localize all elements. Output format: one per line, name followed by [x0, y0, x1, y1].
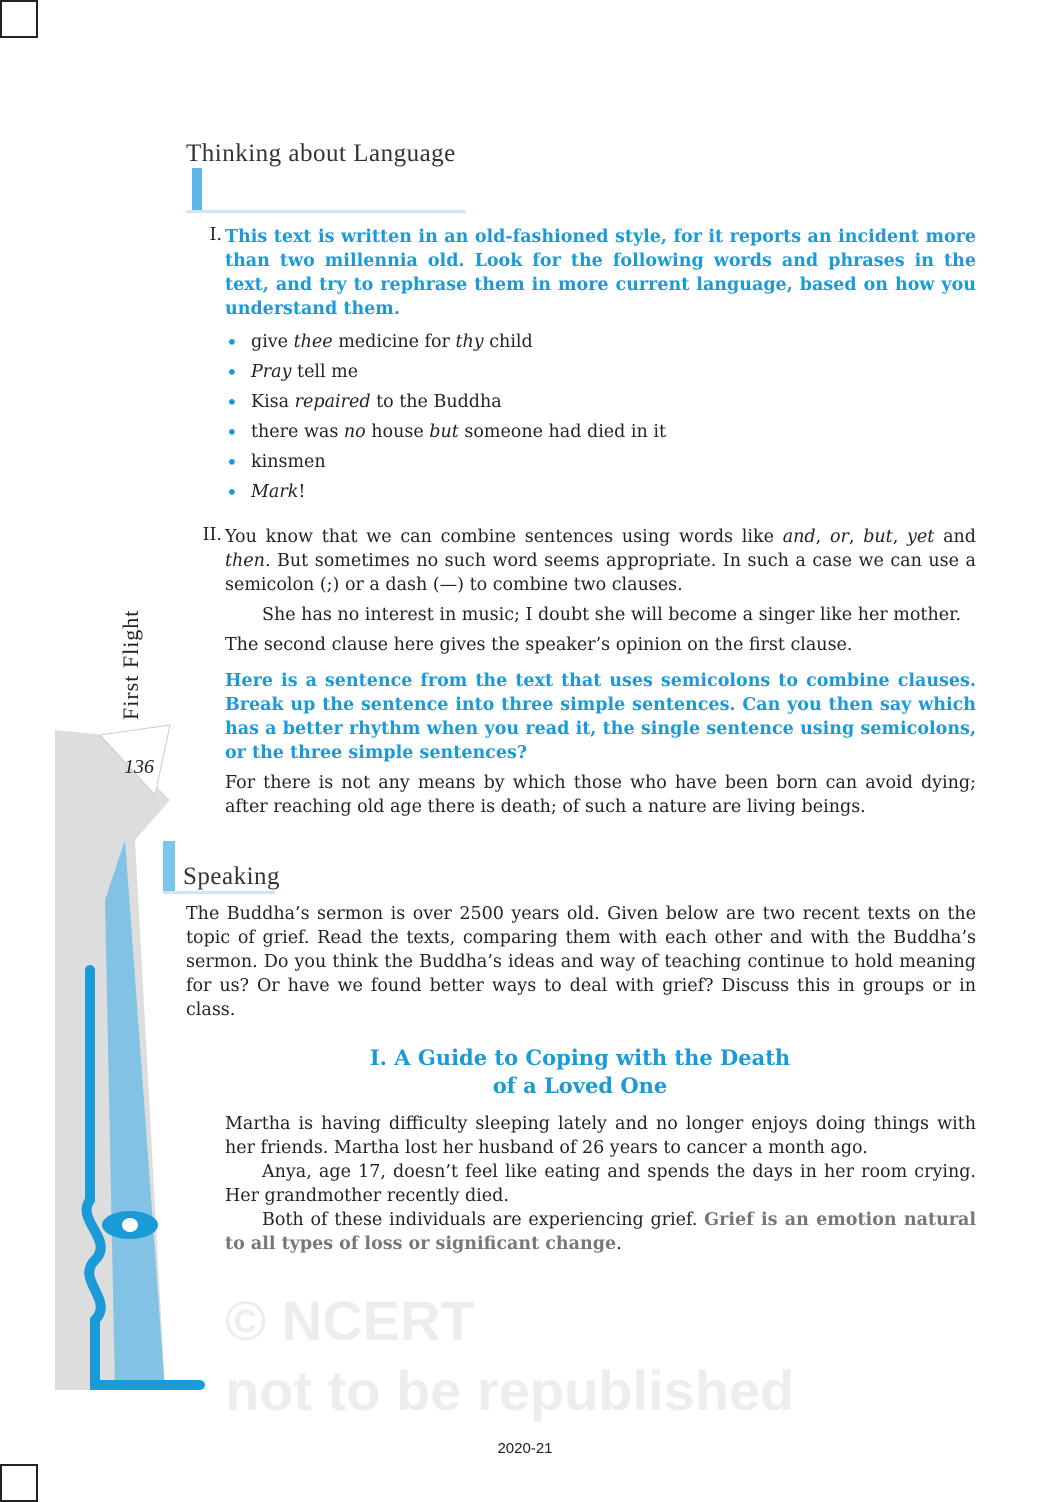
paragraph-martha: Martha is having difficulty sleeping lately and no longer enjoys doing things with her friends. Martha lost her husband of 26 years to cancer a month ago. — [225, 1114, 976, 1158]
phrase-item: • Pray tell me — [226, 357, 976, 387]
paragraph-grief: Both of these individuals are experiencing grief. Grief is an emotion natural to all types of loss or significant change. — [225, 1210, 976, 1254]
section-heading-speaking: Speaking — [163, 841, 275, 894]
quoted-sentence: For there is not any means by which those who have been born can avoid dying; after reaching old age there is death; of such a nature are living beings. — [225, 773, 976, 817]
question-number: II. — [202, 525, 222, 545]
question-2 — [186, 525, 976, 819]
section-heading-thinking-about-language: Thinking about Language — [186, 140, 466, 213]
question-2-prompt: Here is a sentence from the text that uses semicolons to combine clauses. Break up the sentence into three simple sentences. Can you then say which has a better rhythm when you read it, the single sentence using semicolons, or the three simple sentences? — [225, 671, 976, 763]
question-2-intro: You know that we can combine sentences using words like and, or, but, yet and then. But sometimes no such word seems appropriate. In such a case we can use a semicolon (;) or a dash (—) to combine two clauses. — [225, 527, 976, 595]
page-content — [183, 140, 976, 1426]
example-sentence: She has no interest in music; I doubt she will become a singer like her mother. — [262, 605, 962, 625]
face-icon — [163, 841, 175, 891]
face-icon — [192, 168, 202, 210]
text-title: I. A Guide to Coping with the Death of a Loved One — [369, 1045, 791, 1098]
question-number: I. — [209, 225, 222, 245]
crop-mark — [0, 1464, 38, 1502]
book-title: First Flight — [118, 609, 143, 720]
phrase-item: • give thee medicine for thy child — [226, 327, 976, 357]
phrase-item: • Kisa repaired to the Buddha — [226, 387, 976, 417]
question-1 — [186, 225, 976, 507]
grief-text — [186, 1112, 976, 1256]
paragraph-anya: Anya, age 17, doesn’t feel like eating and spends the days in her room crying. Her grandmother recently died. — [225, 1162, 976, 1206]
phrase-item: • kinsmen — [226, 447, 976, 477]
speaking-intro: The Buddha’s sermon is over 2500 years old. Given below are two recent texts on the topic of grief. Read the texts, comparing them with each other and with the Buddha’s sermon. Do you think the Buddha’s ideas and way of teaching continue to hold meaning for us? Or have we found better ways to deal with grief? Discuss this in groups or in class. — [186, 904, 976, 1020]
phrase-item: • there was no house but someone had died in it — [226, 417, 976, 447]
watermark-ncert: © NCERT — [225, 1289, 475, 1352]
question-1-prompt: This text is written in an old-fashioned style, for it reports an incident more than two millennia old. Look for the following words and phrases in the text, and try to rephrase them in more current language, based on how you understand them. — [225, 227, 976, 319]
phrase-item: • Mark! — [226, 477, 976, 507]
example-explanation: The second clause here gives the speaker’s opinion on the first clause. — [225, 635, 853, 655]
phrase-list — [226, 327, 976, 507]
watermark — [225, 1286, 976, 1426]
footer-year: 2020-21 — [497, 1440, 553, 1457]
watermark-not-republished: not to be republished — [225, 1359, 795, 1422]
page-number: 136 — [124, 756, 154, 778]
crop-mark — [0, 0, 38, 38]
